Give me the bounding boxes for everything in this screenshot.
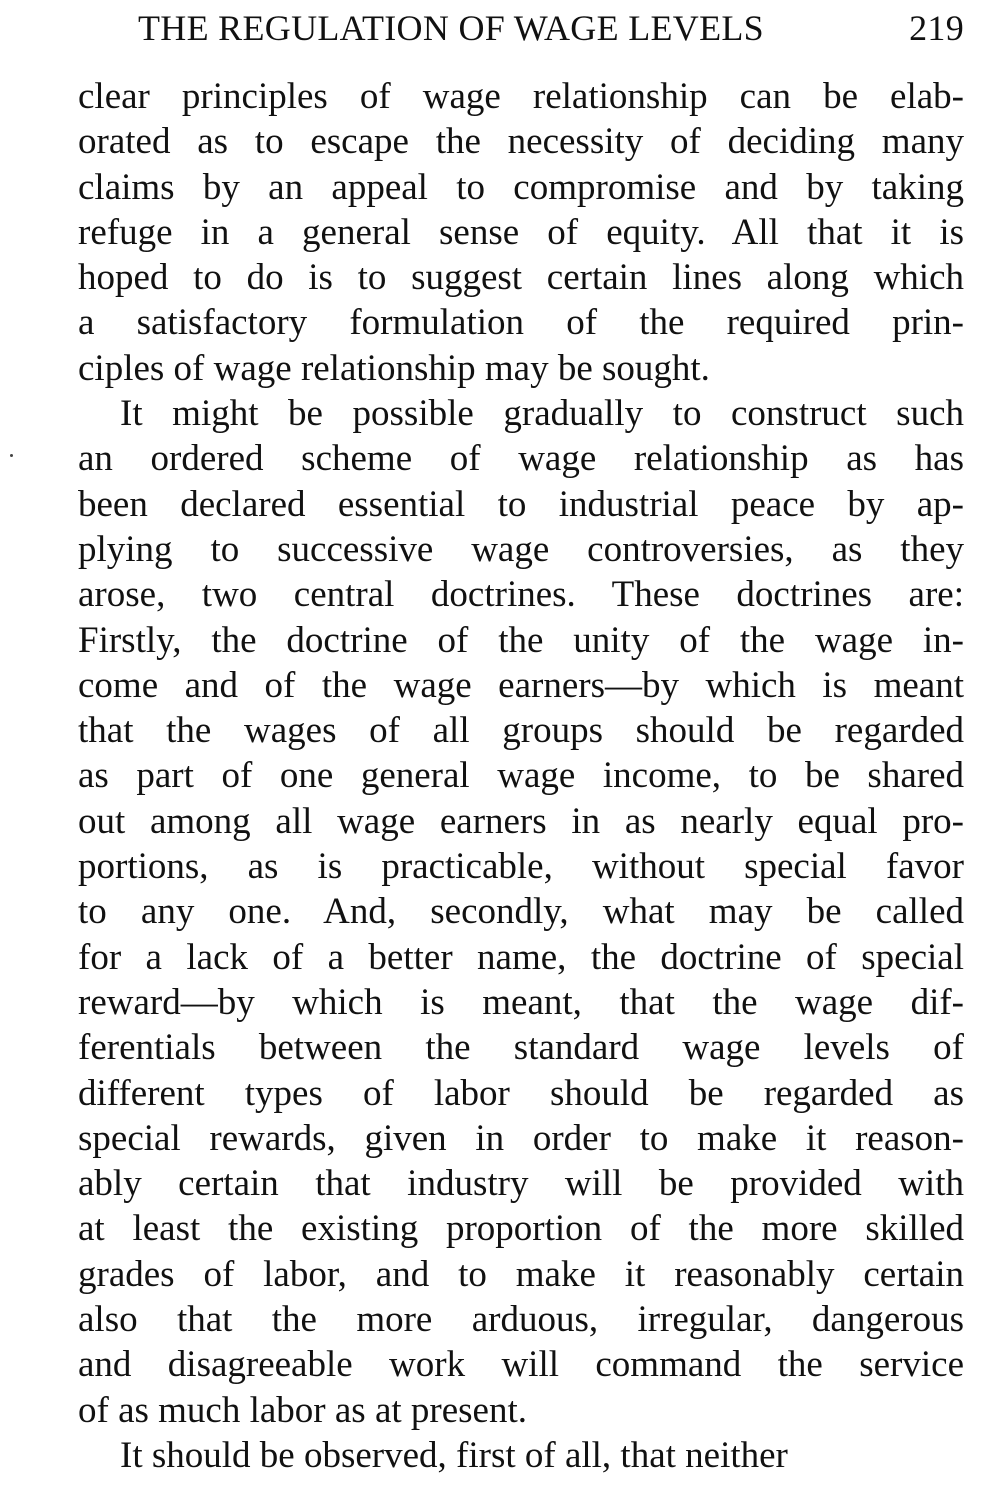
text-line: been declared essential to industrial peace by ap- xyxy=(78,483,964,525)
text-line: for a lack of a better name, the doctrine of special xyxy=(78,936,964,978)
text-line: portions, as is practicable, without special favor xyxy=(78,846,964,888)
text-line: special rewards, given in order to make it reason- xyxy=(78,1117,964,1159)
text-line: Firstly, the doctrine of the unity of the wage in- xyxy=(78,619,964,661)
text-line: hoped to do is to suggest certain lines along which xyxy=(78,257,964,299)
running-head xyxy=(138,6,964,50)
text-line: out among all wage earners in as nearly equal pro- xyxy=(78,800,964,842)
paragraph xyxy=(78,1433,964,1478)
text-line: clear principles of wage relationship can be elab- xyxy=(78,76,964,117)
text-line: come and of the wage earners—by which is meant xyxy=(78,664,964,706)
text-line: that the wages of all groups should be regarded xyxy=(78,710,964,752)
text-line: also that the more arduous, irregular, dangerous xyxy=(78,1299,964,1341)
text-line: different types of labor should be regarded as xyxy=(78,1072,964,1114)
body-text xyxy=(78,74,964,1478)
text-line: of as much labor as at present. xyxy=(78,1389,527,1431)
page-number: 219 xyxy=(909,8,964,48)
running-head-title: THE REGULATION OF WAGE LEVELS xyxy=(138,8,764,48)
text-line: and disagreeable work will command the service xyxy=(78,1344,964,1386)
text-line: a satisfactory formulation of the required prin- xyxy=(78,302,964,344)
text-line: It might be possible gradually to construct such xyxy=(120,393,964,435)
paragraph xyxy=(78,391,964,1433)
stray-mark xyxy=(10,454,13,457)
text-line: reward—by which is meant, that the wage dif- xyxy=(78,981,964,1023)
text-line: as part of one general wage income, to be shared xyxy=(78,755,964,797)
text-line: claims by an appeal to compromise and by taking xyxy=(78,166,964,208)
text-line: ferentials between the standard wage levels of xyxy=(78,1027,964,1069)
text-line: refuge in a general sense of equity. All that it is xyxy=(78,211,964,253)
text-line: an ordered scheme of wage relationship as has xyxy=(78,438,964,480)
text-line: to any one. And, secondly, what may be called xyxy=(78,891,964,933)
text-line: grades of labor, and to make it reasonably certain xyxy=(78,1253,964,1295)
text-line: ciples of wage relationship may be sought. xyxy=(78,347,710,389)
paragraph xyxy=(78,74,964,391)
text-line: It should be observed, first of all, that neither xyxy=(120,1434,788,1476)
text-line: plying to successive wage controversies, as they xyxy=(78,528,964,570)
text-line: orated as to escape the necessity of deciding many xyxy=(78,121,964,163)
text-line: at least the existing proportion of the more skilled xyxy=(78,1208,964,1250)
text-line: ably certain that industry will be provided with xyxy=(78,1163,964,1205)
text-line: arose, two central doctrines. These doctrines are: xyxy=(78,574,964,616)
